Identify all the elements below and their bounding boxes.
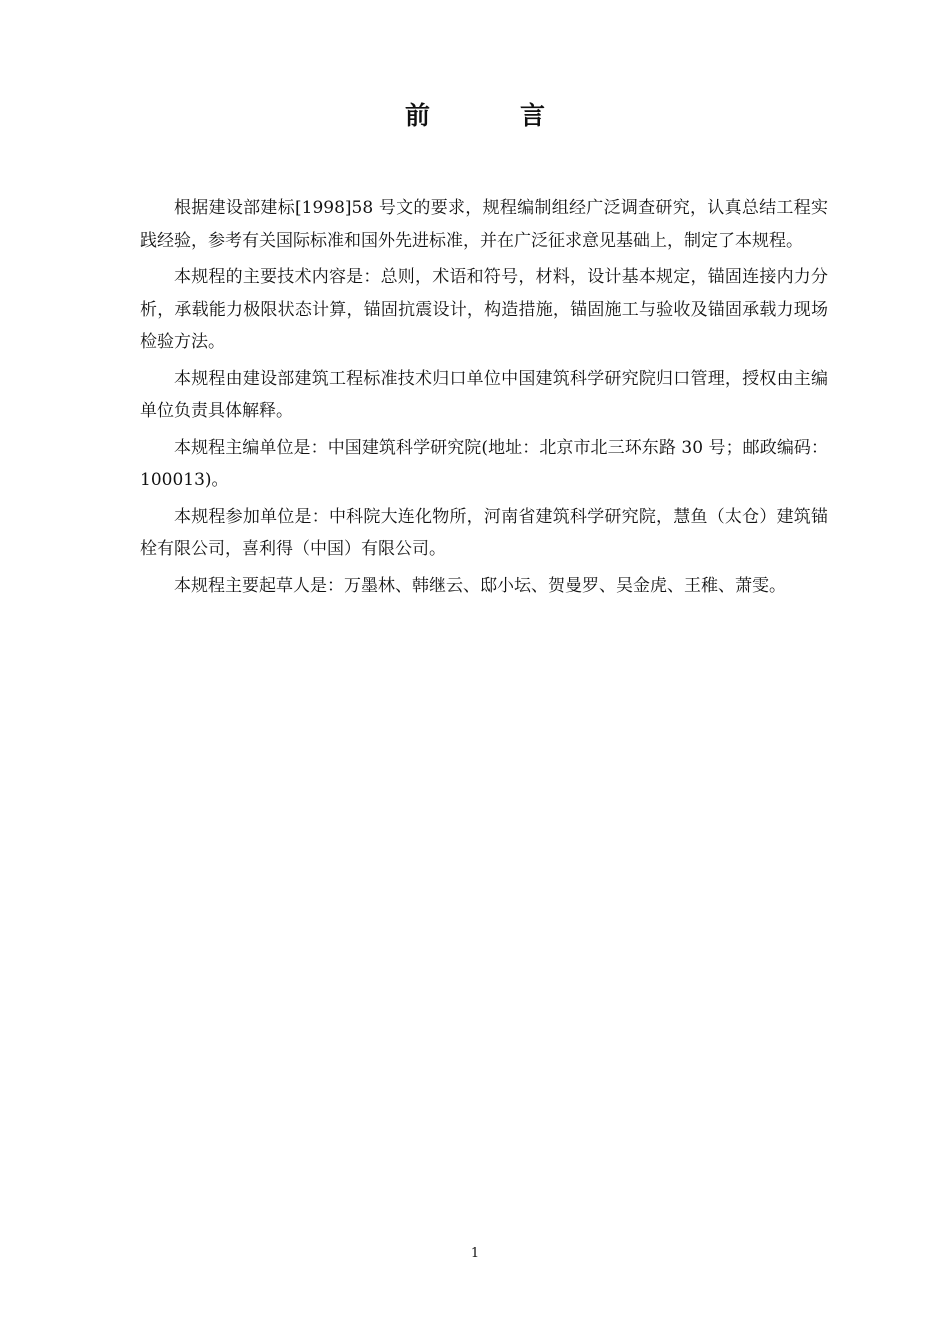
paragraph-participants: 本规程参加单位是：中科院大连化物所，河南省建筑科学研究院，慧鱼（太仓）建筑锚栓有限公司，喜利得（中国）有限公司。 <box>140 506 828 559</box>
page-number: 1 <box>470 1246 480 1261</box>
paragraph-chief-editor: 本规程主编单位是：中国建筑科学研究院(地址：北京市北三环东路 30 号；邮政编码：100013)。 <box>140 437 828 490</box>
title-char-2: 言 <box>520 101 546 130</box>
paragraph-drafters: 本规程主要起草人是：万墨林、韩继云、邸小坛、贺曼罗、吴金虎、王稚、萧雯。 <box>174 575 786 596</box>
preface-body <box>140 192 828 606</box>
paragraph-management: 本规程由建设部建筑工程标准技术归口单位中国建筑科学研究院归口管理，授权由主编单位负责具体解释。 <box>140 368 828 421</box>
title-char-1: 前 <box>404 101 430 130</box>
page-title <box>0 96 950 132</box>
paragraph-technical-content: 本规程的主要技术内容是：总则，术语和符号，材料，设计基本规定，锚固连接内力分析，承载能力极限状态计算，锚固抗震设计，构造措施，锚固施工与验收及锚固承载力现场检验方法。 <box>140 267 828 352</box>
paragraph-basis: 根据建设部建标[1998]58 号文的要求，规程编制组经广泛调查研究，认真总结工程实践经验，参考有关国际标准和国外先进标准，并在广泛征求意见基础上，制定了本规程。 <box>140 198 828 251</box>
